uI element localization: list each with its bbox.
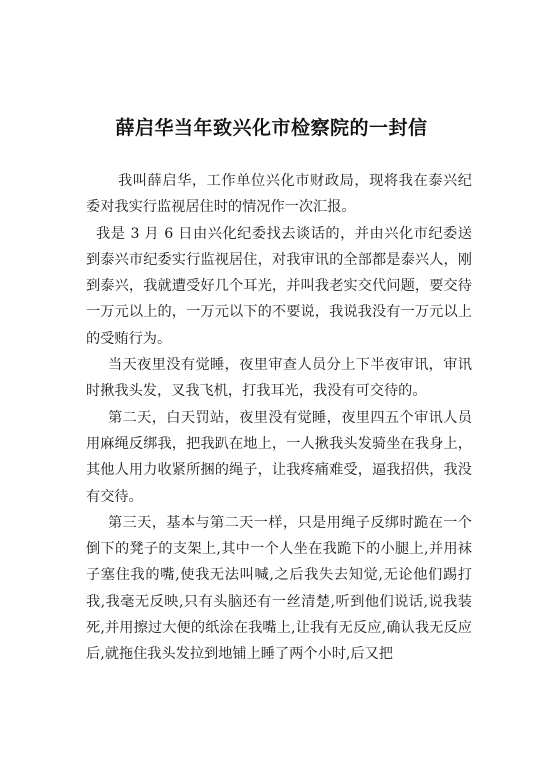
document-title: 薛启华当年致兴化市检察院的一封信 bbox=[115, 117, 428, 139]
paragraph-2: 我是 3 月 6 日由兴化纪委找去谈话的，并由兴化市纪委送到泰兴市纪委实行监视居住，对我审讯的全部都是泰兴人，刚到泰兴，我就遭受好几个耳光，并叫我老实交代问题，要交待一万元以上的，一万元以下的不要说，我说我没有一万元以上的受贿行为。 bbox=[86, 225, 472, 347]
paragraph-3: 当天夜里没有觉睡，夜里审查人员分上下半夜审讯，审讯时揪我头发，叉我飞机，打我耳光，我没有可交待的。 bbox=[86, 357, 472, 400]
paragraph-1: 我叫薛启华，工作单位兴化市财政局，现将我在泰兴纪委对我实行监视居住时的情况作一次汇报。 bbox=[86, 173, 472, 216]
paragraph-5: 第三天，基本与第二天一样，只是用绳子反绑时跪在一个倒下的凳子的支架上,其中一个人坐在我跪下的小腿上,并用袜子塞住我的嘴,使我无法叫喊,之后我失去知觉,无论他们踢打我,我毫无反映,只有头脑还有一丝清楚,听到他们说话,说我装死,并用擦过大便的纸涂在我嘴上,让我有无反应,确认我无反应后,就拖住我头发拉到地铺上睡了两个小时,后又把 bbox=[86, 514, 472, 663]
paragraph-4: 第二天，白天罚站，夜里没有觉睡，夜里四五个审讯人员用麻绳反绑我，把我趴在地上，一人揪我头发骑坐在我身上，其他人用力收紧所捆的绳子，让我疼痛难受，逼我招供，我没有交待。 bbox=[86, 409, 472, 505]
document-body bbox=[86, 168, 472, 668]
